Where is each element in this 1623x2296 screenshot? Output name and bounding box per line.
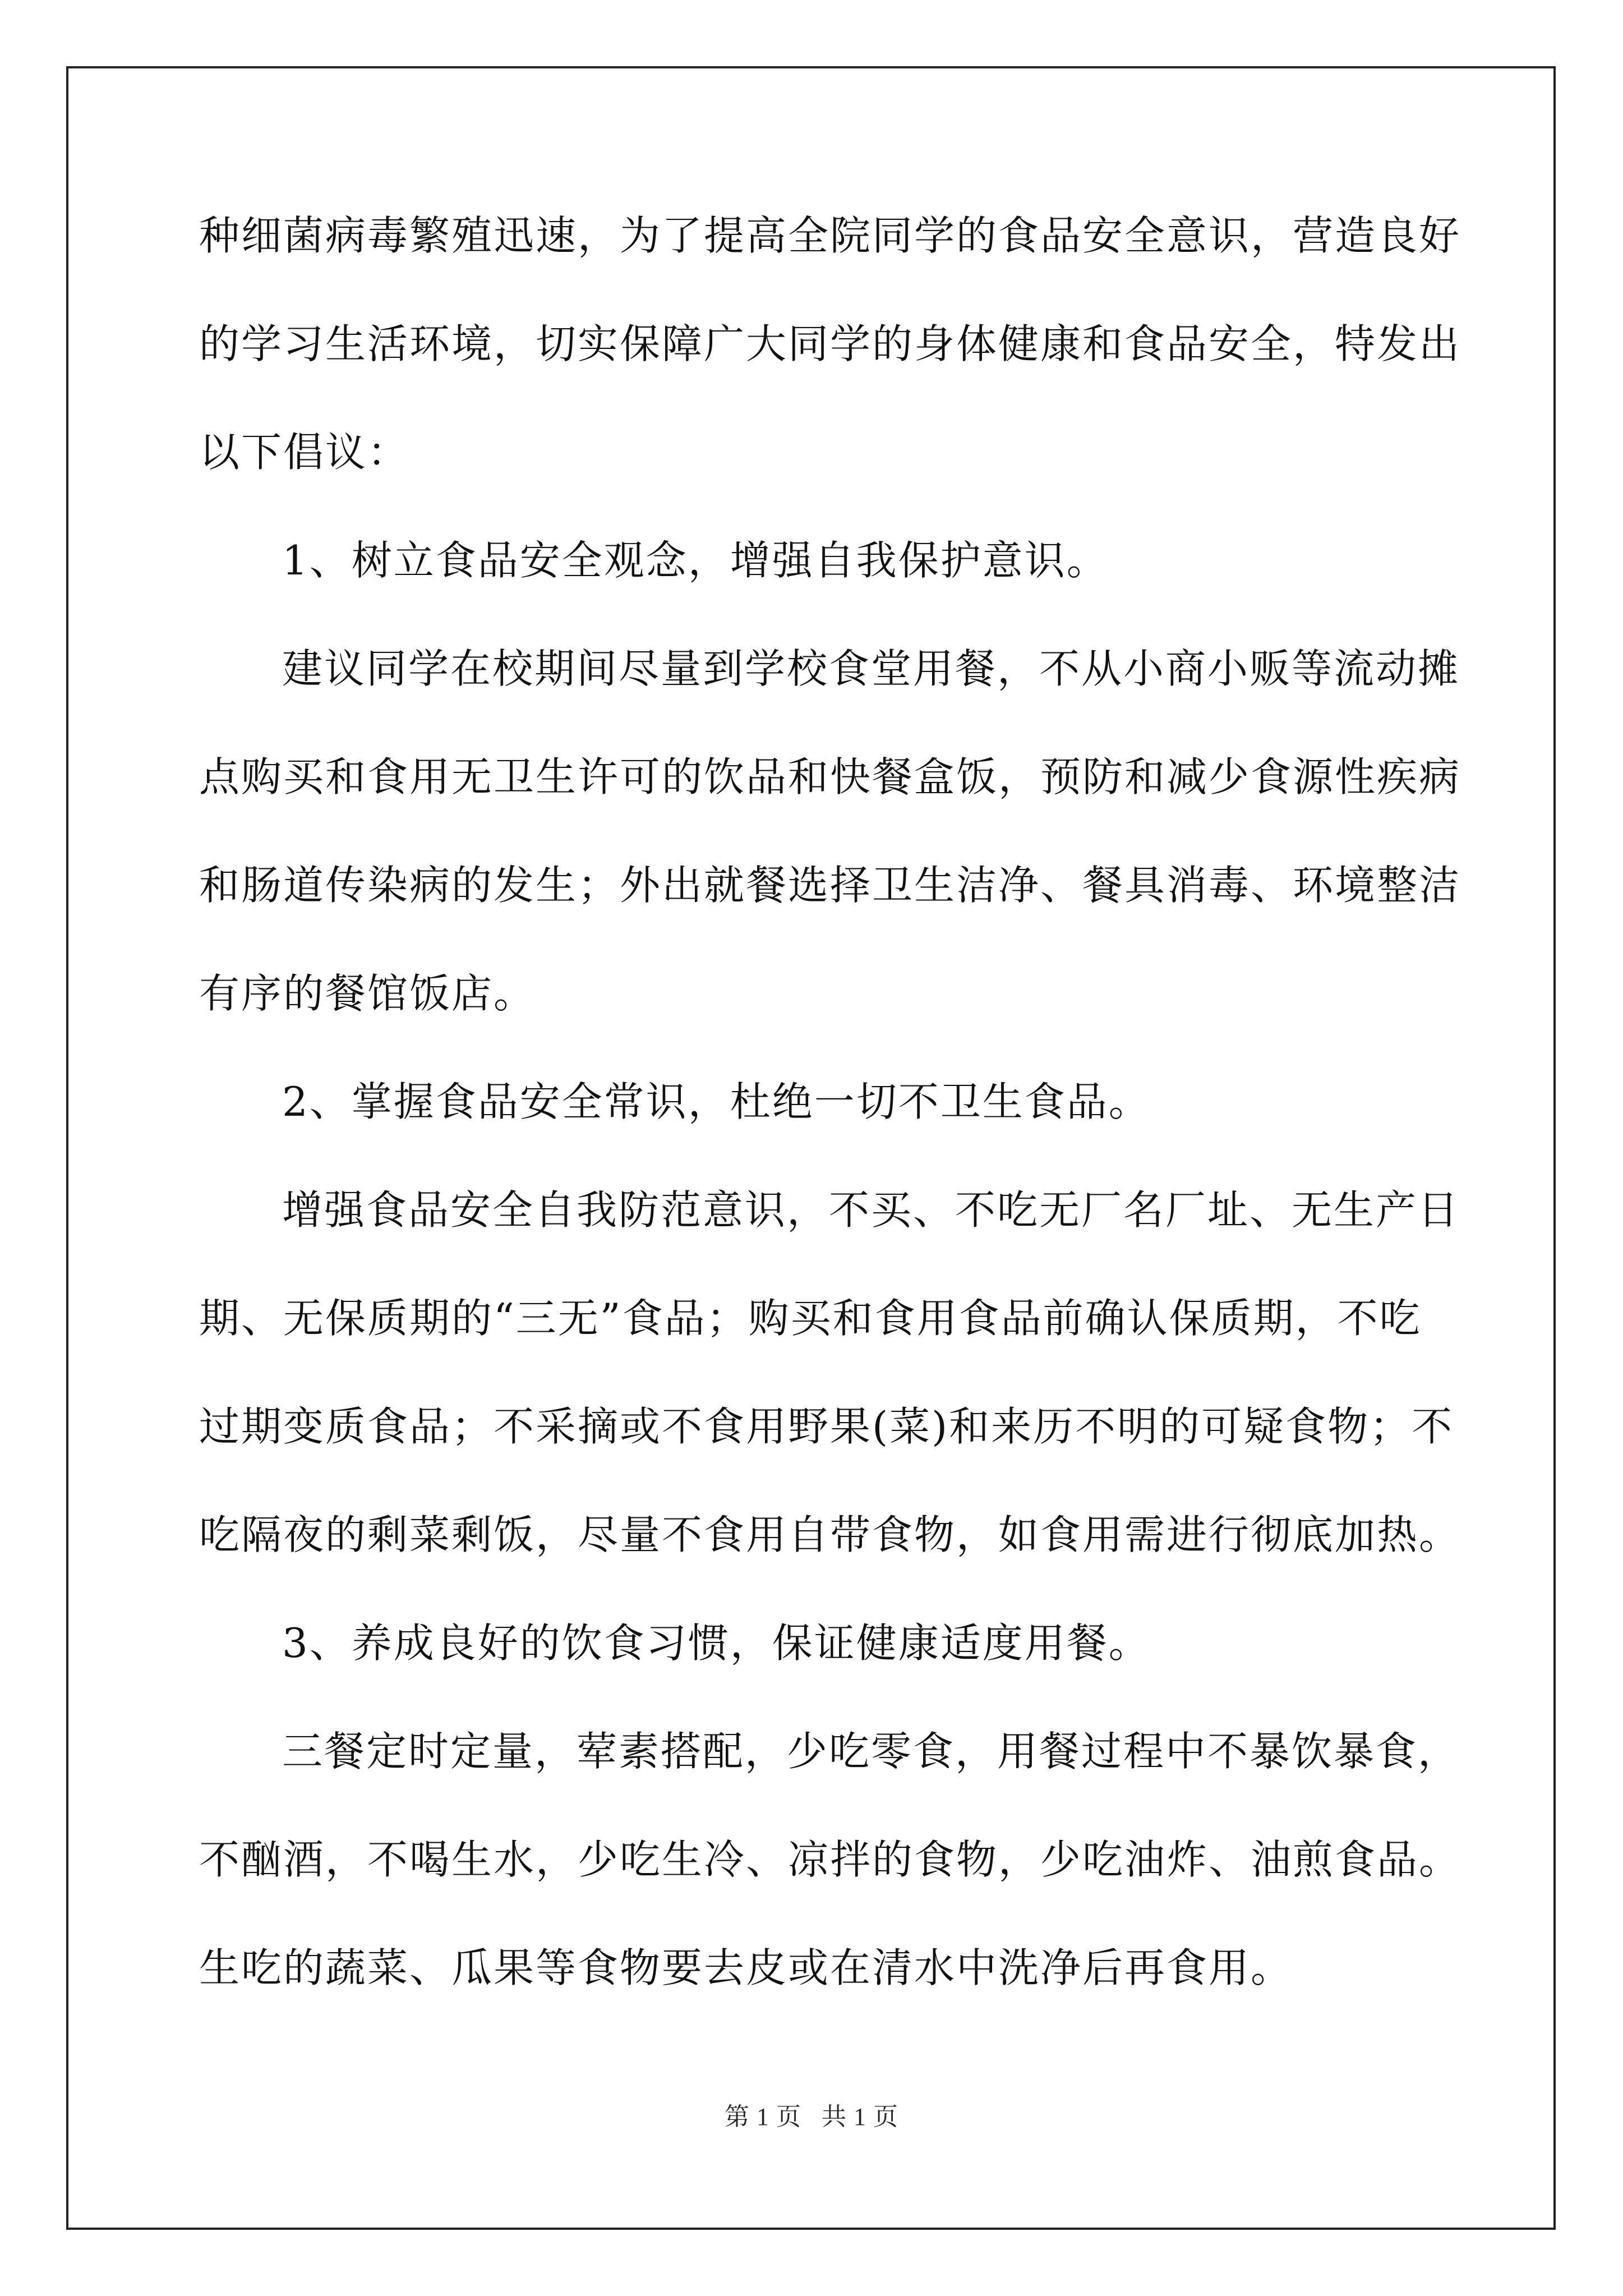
page-total: 共 1 页 (822, 2103, 898, 2131)
text-line: 的学习生活环境，切实保障广大同学的身体健康和食品安全，特发出 (199, 320, 1461, 367)
document-body (199, 208, 1461, 1996)
line-spacing (199, 805, 1427, 857)
paragraph (199, 1563, 1427, 1671)
text-line: 期、无保质期的“三无”食品；购买和食用食品前确认保质期，不吃 (199, 1295, 1422, 1342)
text-line: 以下倡议： (199, 429, 410, 476)
line-spacing (199, 1130, 1427, 1182)
paragraph (199, 588, 1461, 1022)
line-spacing (199, 1455, 1427, 1507)
line-spacing (199, 913, 1427, 965)
line-spacing (199, 1888, 1427, 1940)
paragraph (199, 208, 1461, 480)
paragraph (199, 1671, 1461, 1996)
line-spacing (199, 697, 1427, 749)
text-line: 过期变质食品；不采摘或不食用野果(菜)和来历不明的可疑食物；不 (199, 1403, 1454, 1450)
text-line: 建议同学在校期间尽量到学校食堂用餐，不从小商小贩等流动摊 (282, 645, 1460, 692)
paragraph (199, 480, 1427, 588)
line-spacing (199, 1779, 1427, 1832)
line-spacing (199, 1022, 1427, 1074)
line-spacing (199, 480, 1427, 532)
text-line: 有序的餐馆饭店。 (199, 970, 536, 1017)
page-footer (0, 2096, 1623, 2132)
text-line: 生吃的蔬菜、瓜果等食物要去皮或在清水中洗净后再食用。 (199, 1944, 1293, 1991)
line-spacing (199, 1563, 1427, 1615)
text-line: 点购买和食用无卫生许可的饮品和快餐盒饭，预防和减少食源性疾病 (199, 753, 1461, 800)
text-line: 1、树立食品安全观念，增强自我保护意识。 (282, 537, 1109, 584)
page-number: 第 1 页 (725, 2103, 801, 2131)
text-line: 吃隔夜的剩菜剩饭，尽量不食用自带食物，如食用需进行彻底加热。 (199, 1511, 1461, 1558)
paragraph (199, 1022, 1427, 1130)
line-spacing (199, 1671, 1427, 1723)
text-line: 2、掌握食品安全常识，杜绝一切不卫生食品。 (282, 1078, 1151, 1125)
text-line: 增强食品安全自我防范意识，不买、不吃无厂名厂址、无生产日 (282, 1186, 1460, 1234)
line-spacing (199, 1346, 1427, 1398)
text-line: 不酗酒，不喝生水，少吃生冷、凉拌的食物，少吃油炸、油煎食品。 (199, 1836, 1461, 1883)
text-line: 3、养成良好的饮食习惯，保证健康适度用餐。 (282, 1619, 1151, 1667)
paragraph (199, 1130, 1461, 1563)
text-line: 和肠道传染病的发生；外出就餐选择卫生洁净、餐具消毒、环境整洁 (199, 862, 1461, 909)
line-spacing (199, 588, 1427, 641)
line-spacing (199, 372, 1427, 424)
text-line: 三餐定时定量，荤素搭配，少吃零食，用餐过程中不暴饮暴食， (282, 1728, 1460, 1775)
line-spacing (199, 264, 1427, 316)
line-spacing (199, 1238, 1427, 1290)
text-line: 种细菌病毒繁殖迅速，为了提高全院同学的食品安全意识，营造良好 (199, 212, 1461, 259)
